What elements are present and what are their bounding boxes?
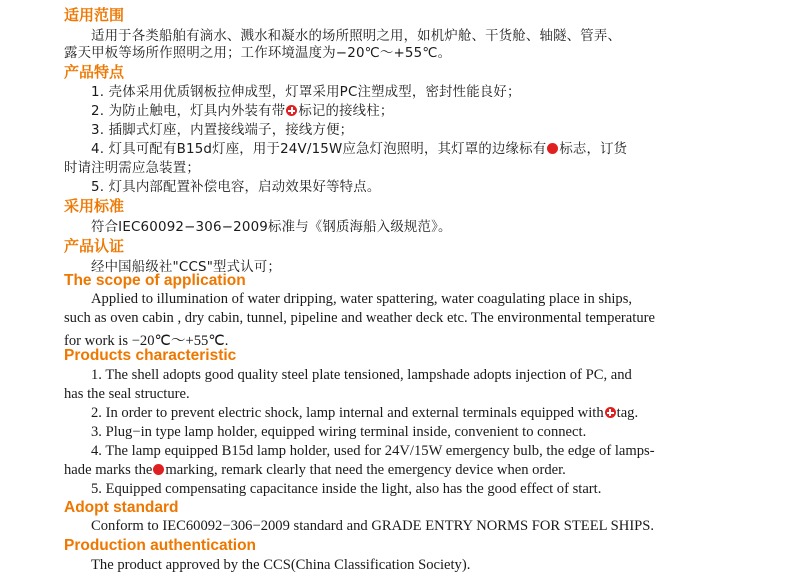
en-cert-heading: Production authentication — [64, 537, 257, 554]
cn-feature-2 — [91, 100, 393, 119]
en-feature-1-line2: has the seal structure. — [64, 386, 190, 402]
cn-feature-2-text-a: 2. 为防止触电，灯具内外装有带 — [91, 104, 286, 119]
cn-feature-2-text-b: 标记的接线柱； — [298, 104, 394, 119]
emergency-dot-mark-icon — [153, 464, 164, 475]
cn-feature-5: 5. 灯具内部配置补偿电容，启动效果好等特点。 — [91, 180, 381, 195]
en-cert-text: The product approved by the CCS(China Classification Society). — [91, 557, 471, 573]
en-feature-2-text-b: tag. — [616, 405, 639, 421]
en-feature-2 — [91, 405, 638, 422]
en-standard-text: Conform to IEC60092−306−2009 standard and GRADE ENTRY NORMS FOR STEEL SHIPS. — [91, 518, 655, 534]
en-feature-1-line1: 1. The shell adopts good quality steel plate tensioned, lampshade adopts injection of PC, and — [91, 367, 632, 383]
cn-feature-4 — [91, 138, 627, 157]
cn-standard-heading: 采用标准 — [64, 197, 125, 215]
en-standard-heading: Adopt standard — [64, 499, 179, 516]
cn-features-heading: 产品特点 — [64, 63, 125, 81]
en-feature-4-text-a: hade marks the — [64, 462, 153, 478]
cn-feature-4-text-b: 标志，订货 — [559, 142, 628, 157]
cn-standard-text: 符合IEC60092−306−2009标准与《钢质海船入级规范》。 — [91, 220, 452, 235]
en-scope-line3: for work is −20℃～+55℃. — [64, 333, 229, 349]
cn-feature-4-text-a: 4. 灯具可配有B15d灯座，用于24V/15W应急灯泡照明，其灯罩的边缘标有 — [91, 142, 547, 157]
cn-feature-3: 3. 插脚式灯座，内置接线端子，接线方便； — [91, 123, 354, 138]
en-feature-4-text-b: marking, remark clearly that need the emergency device when order. — [165, 462, 566, 478]
en-feature-2-text-a: 2. In order to prevent electric shock, lamp internal and external terminals equipped with — [91, 405, 604, 421]
cn-scope-heading: 适用范围 — [64, 6, 125, 24]
en-feature-4-line1: 4. The lamp equipped B15d lamp holder, used for 24V/15W emergency bulb, the edge of lamps- — [91, 443, 655, 459]
cn-feature-1: 1. 壳体采用优质钢板拉伸成型，灯罩采用PC注塑成型，密封性能良好； — [91, 85, 521, 100]
ground-terminal-mark-icon — [605, 407, 616, 418]
en-feature-5: 5. Equipped compensating capacitance inside the light, also has the good effect of start. — [91, 481, 602, 497]
en-feature-4-line2 — [64, 462, 566, 479]
cn-cert-heading: 产品认证 — [64, 237, 125, 255]
cn-cert-text: 经中国船级社"CCS"型式认可； — [91, 260, 282, 275]
en-scope-heading: The scope of application — [64, 272, 246, 289]
en-scope-line2: such as oven cabin , dry cabin, tunnel, pipeline and weather deck etc. The environmental temperature — [64, 310, 655, 326]
ground-terminal-mark-icon — [286, 105, 297, 116]
en-feature-3: 3. Plug−in type lamp holder, equipped wiring terminal inside, convenient to connect. — [91, 424, 587, 440]
cn-feature-4-continued: 时请注明需应急装置； — [64, 161, 200, 176]
cn-scope-line1: 适用于各类船舶有滴水、溅水和凝水的场所照明之用，如机炉舱、干货舱、轴隧、管弄、 — [91, 29, 622, 44]
en-features-heading: Products characteristic — [64, 347, 237, 364]
cn-scope-line2: 露天甲板等场所作照明之用；工作环境温度为−20℃～+55℃。 — [64, 46, 452, 61]
emergency-dot-mark-icon — [547, 143, 558, 154]
en-scope-line1: Applied to illumination of water dripping, water spattering, water coagulating place in ships, — [91, 291, 633, 307]
